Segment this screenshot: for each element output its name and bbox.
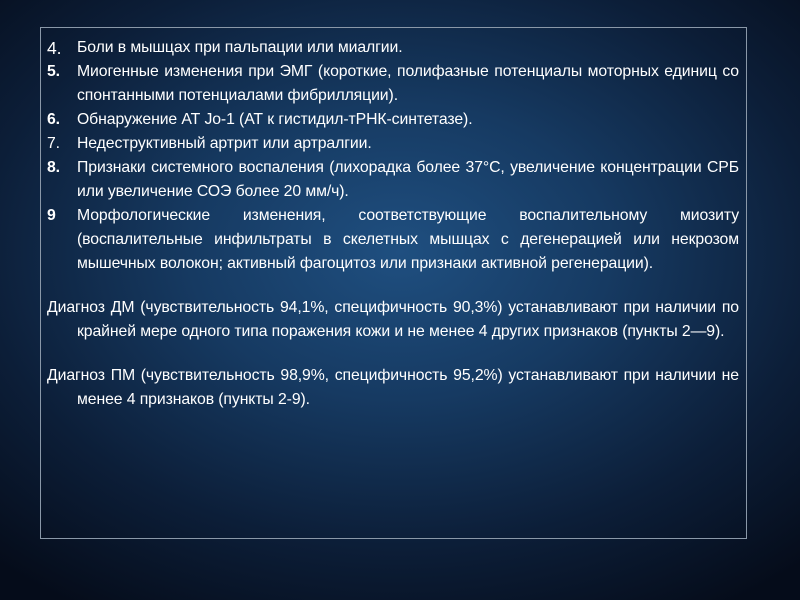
criterion-item-7 xyxy=(47,132,739,156)
criterion-number: 8. xyxy=(47,159,60,176)
criterion-number: 7. xyxy=(47,135,60,152)
criterion-number: 5. xyxy=(47,63,60,80)
criterion-number: 4. xyxy=(47,38,62,58)
criterion-number: 9 xyxy=(47,207,56,224)
criterion-text: Морфологические изменения, соответствующие воспалительному миозиту (воспалительные инфильтраты в скелетных мышцах с дегенерацией или некрозом мышечных волокон; активный фагоцитоз или признаки активной регенерации). xyxy=(77,207,739,272)
criterion-text: Миогенные изменения при ЭМГ (короткие, полифазные потенциалы моторных единиц со спонтанными потенциалами фибрилляции). xyxy=(77,63,739,104)
criterion-number: 6. xyxy=(47,111,60,128)
spacer xyxy=(47,276,739,296)
criterion-text: Боли в мышцах при пальпации или миалгии. xyxy=(77,39,403,56)
criterion-item-8 xyxy=(47,156,739,204)
criterion-text: Признаки системного воспаления (лихорадка более 37°С, увеличение концентрации СРБ или увеличение СОЭ более 20 мм/ч). xyxy=(77,159,739,200)
criterion-item-6 xyxy=(47,108,739,132)
diagnosis-pm-paragraph: Диагноз ПМ (чувствительность 98,9%, специфичность 95,2%) устанавливают при наличии не менее 4 признаков (пункты 2-9). xyxy=(47,367,739,408)
diagnosis-dm-paragraph: Диагноз ДМ (чувствительность 94,1%, специфичность 90,3%) устанавливают при наличии по крайней мере одного типа поражения кожи и не менее 4 других признаков (пункты 2—9). xyxy=(47,299,739,340)
criterion-item-5 xyxy=(47,60,739,108)
criterion-item-9 xyxy=(47,204,739,276)
criterion-item-4 xyxy=(47,36,739,60)
spacer xyxy=(47,344,739,364)
criterion-text: Обнаружение АТ Jo-1 (АТ к гистидил-тРНК-синтетазе). xyxy=(77,111,473,128)
slide-content xyxy=(47,36,739,412)
criterion-text: Недеструктивный артрит или артралгии. xyxy=(77,135,372,152)
